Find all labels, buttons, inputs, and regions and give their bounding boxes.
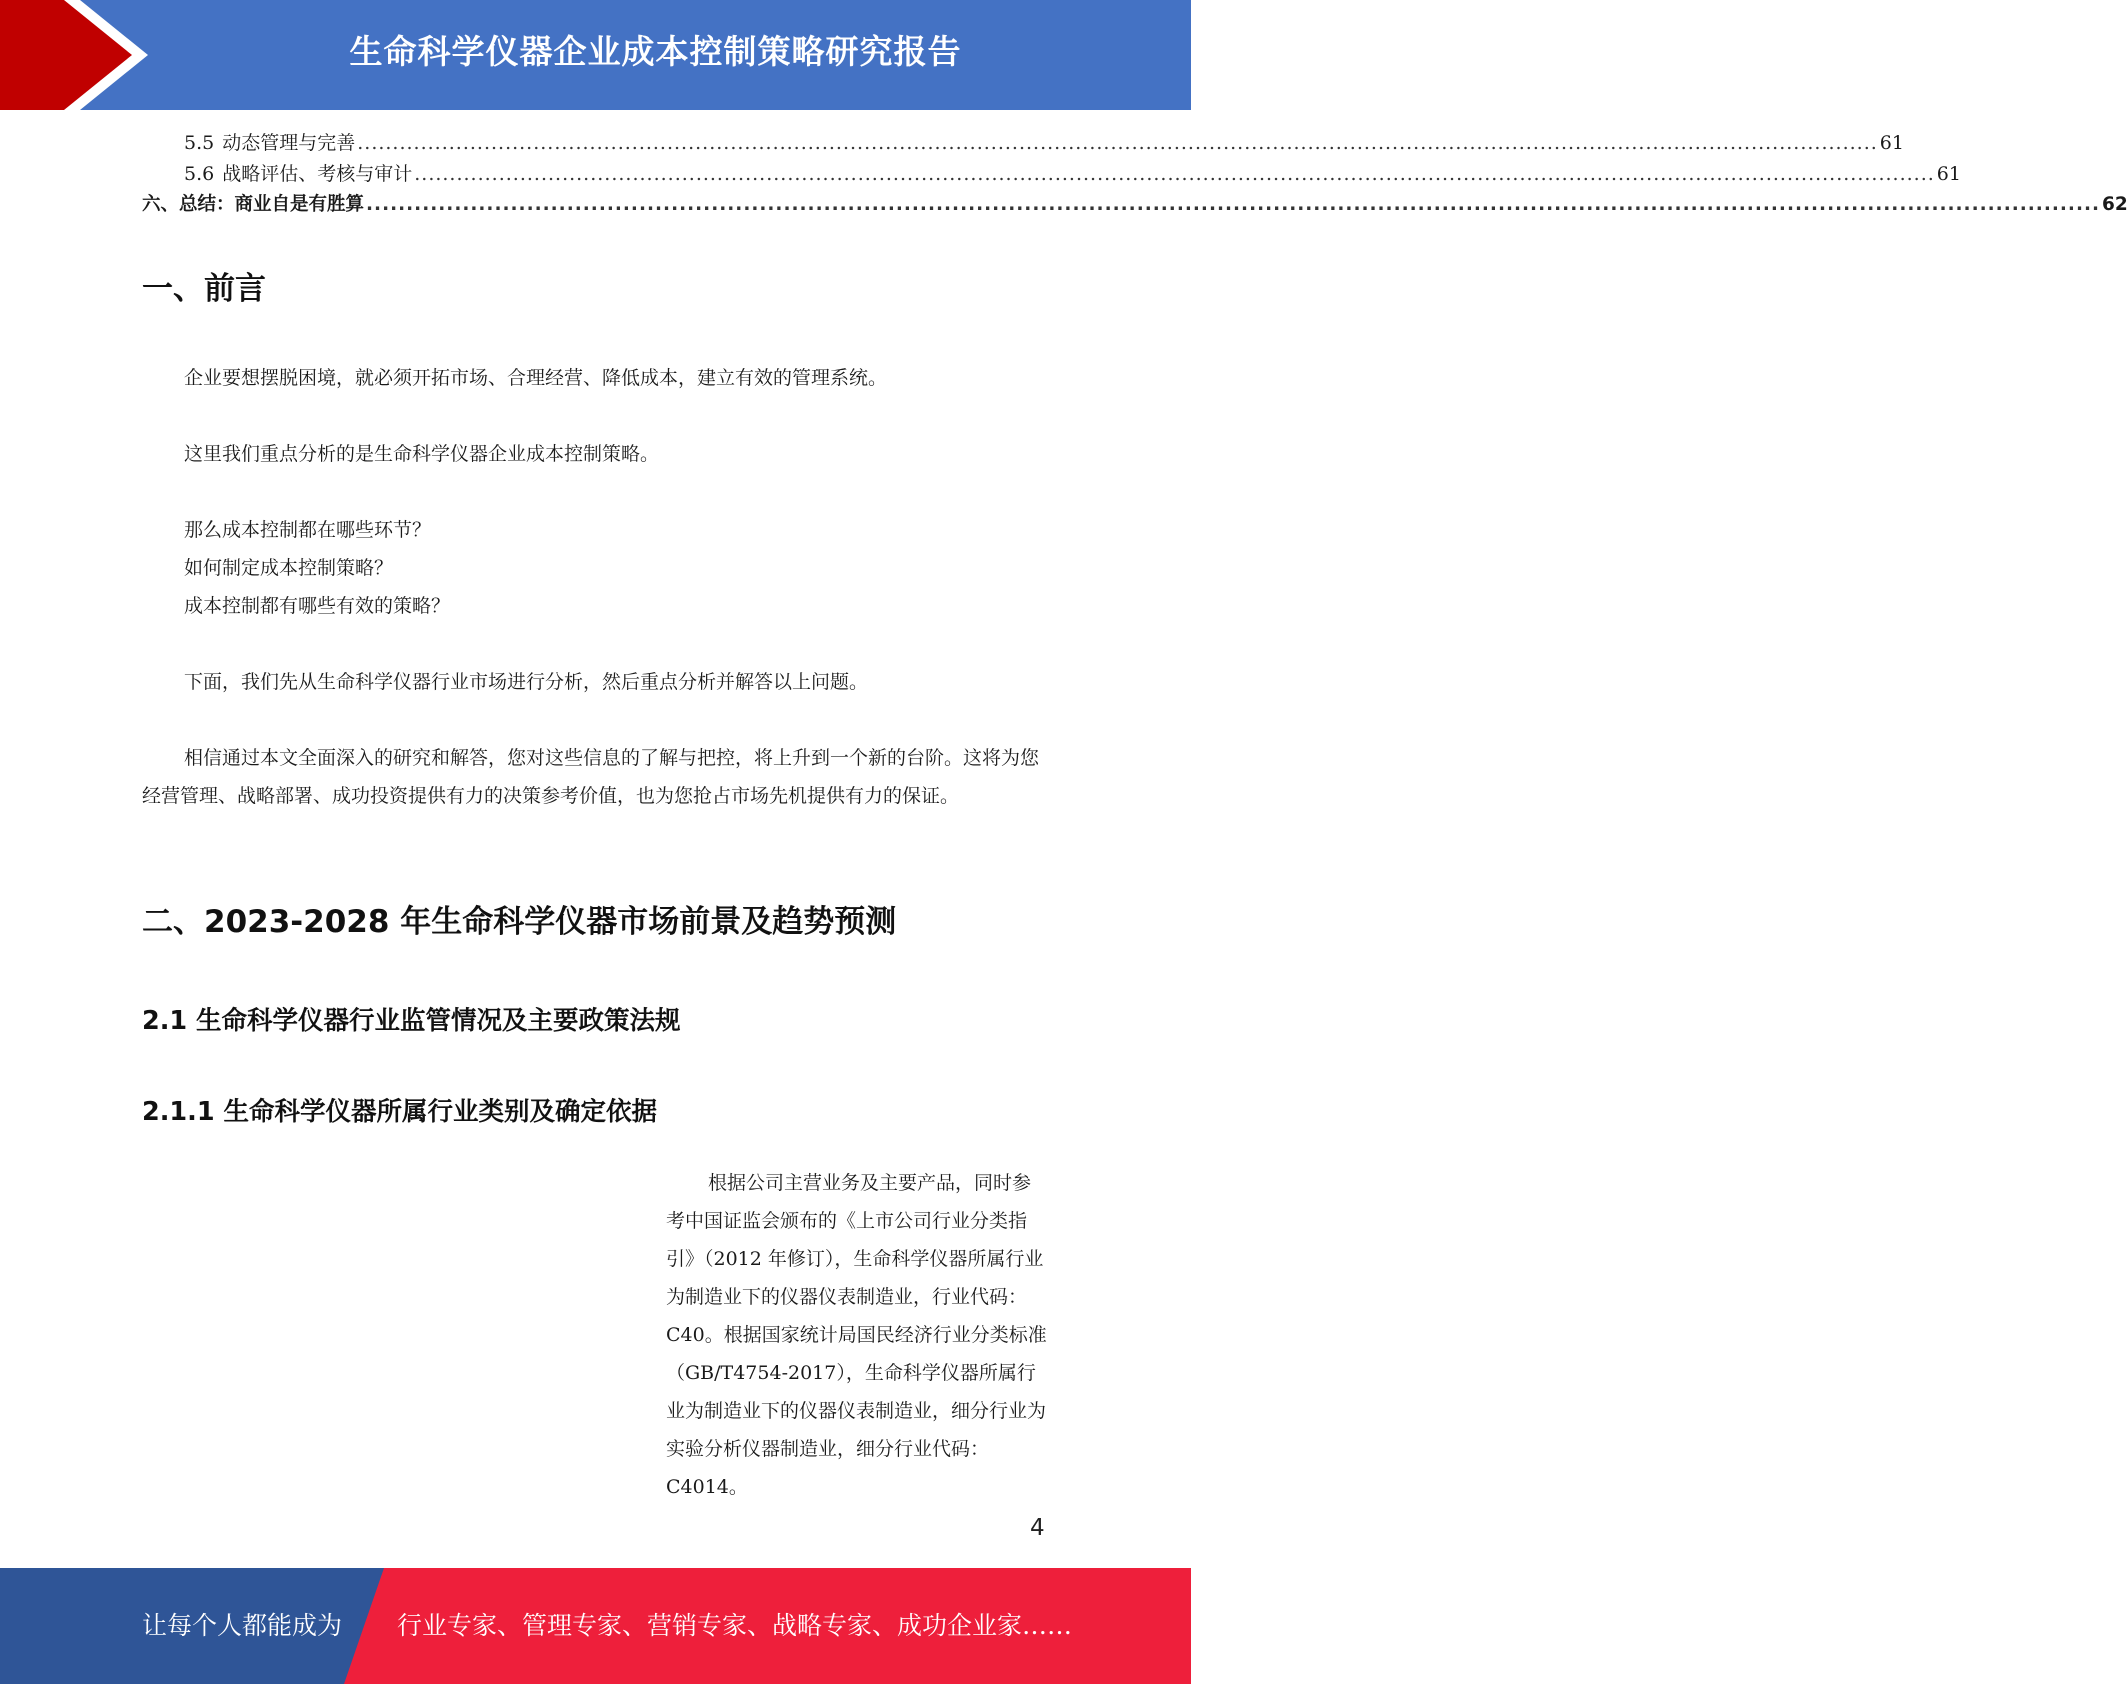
toc-item[interactable] bbox=[142, 128, 1904, 159]
footer-slogan-right: 行业专家、管理专家、营销专家、战略专家、成功企业家…… bbox=[397, 1611, 1073, 1640]
toc-leader-dots: ........................................................................................................................................................................................................................ bbox=[357, 132, 1878, 154]
paragraph: 成本控制都有哪些有效的策略？ bbox=[184, 595, 451, 617]
section-heading-market-outlook: 二、2023-2028 年生命科学仪器市场前景及趋势预测 bbox=[142, 904, 897, 940]
header-chevron-icon bbox=[0, 0, 160, 110]
toc-item-page: 62 bbox=[2102, 194, 2128, 215]
section-heading-preface: 一、前言 bbox=[142, 271, 266, 307]
header-title: 生命科学仪器企业成本控制策略研究报告 bbox=[349, 32, 962, 71]
subsection-heading: 2.1.1 生命科学仪器所属行业类别及确定依据 bbox=[142, 1097, 657, 1127]
paragraph: 那么成本控制都在哪些环节？ bbox=[184, 519, 432, 541]
toc-item-label: 战略评估、考核与审计 bbox=[222, 163, 413, 185]
toc-leader-dots: ........................................................................................................................................................................................................................ bbox=[366, 194, 2101, 215]
paragraph: 相信通过本文全面深入的研究和解答，您对这些信息的了解与把控，将上升到一个新的台阶。这将为您经营管理、战略部署、成功投资提供有力的决策参考价值，也为您抢占市场先机提供有力的保证。 bbox=[142, 747, 1040, 807]
toc-item-page: 61 bbox=[1936, 163, 1961, 185]
paragraph: 下面，我们先从生命科学仪器行业市场进行分析，然后重点分析并解答以上问题。 bbox=[184, 671, 869, 693]
toc-item-label: 动态管理与完善 bbox=[222, 132, 356, 154]
subsection-heading: 2.1 生命科学仪器行业监管情况及主要政策法规 bbox=[142, 1006, 681, 1036]
toc-item[interactable] bbox=[142, 159, 1961, 190]
page-footer bbox=[0, 1568, 1191, 1684]
industry-classification-text: 根据公司主营业务及主要产品，同时参考中国证监会颁布的《上市公司行业分类指引》（2012 年修订），生命科学仪器所属行业为制造业下的仪器仪表制造业，行业代码：C40。根据国家统计局国民经济行业分类标准（GB/T4754-2017），生命科学仪器所属行业为制造业下的仪器仪表制造业，细分行业为实验分析仪器制造业，细分行业代码：C4014。 bbox=[666, 1172, 1047, 1498]
paragraph: 这里我们重点分析的是生命科学仪器企业成本控制策略。 bbox=[184, 443, 660, 465]
page-number: 4 bbox=[1030, 1515, 1045, 1541]
table-of-contents bbox=[142, 128, 2128, 221]
paragraph: 企业要想摆脱困境，就必须开拓市场、合理经营、降低成本，建立有效的管理系统。 bbox=[184, 367, 888, 389]
toc-item-page: 61 bbox=[1879, 132, 1904, 154]
footer-slogan-left: 让每个人都能成为 bbox=[142, 1611, 343, 1640]
paragraph: 如何制定成本控制策略？ bbox=[184, 557, 394, 579]
page-header bbox=[0, 0, 1191, 110]
toc-item-label: 六、总结：商业自是有胜算 bbox=[142, 194, 365, 215]
toc-item-number: 5.6 bbox=[184, 163, 215, 185]
toc-leader-dots: ........................................................................................................................................................................................................................ bbox=[414, 163, 1935, 185]
toc-item[interactable] bbox=[142, 190, 2128, 221]
toc-item-number: 5.5 bbox=[184, 132, 215, 154]
